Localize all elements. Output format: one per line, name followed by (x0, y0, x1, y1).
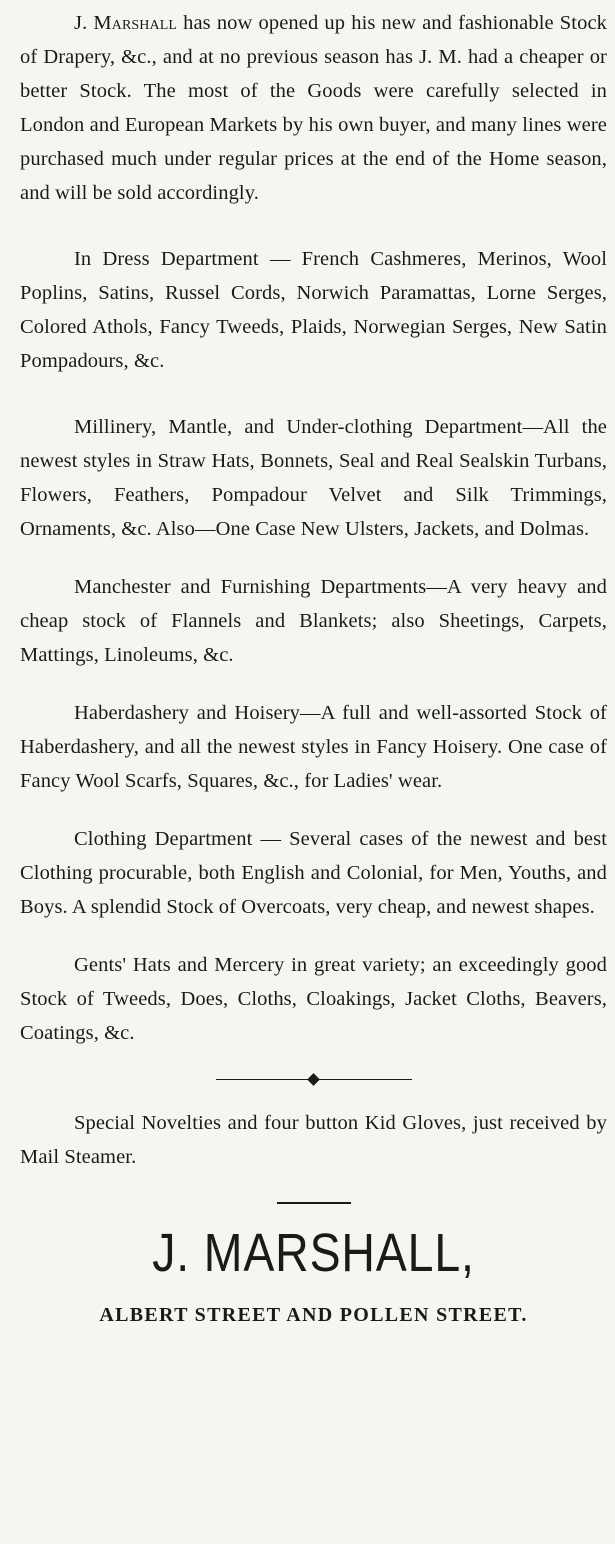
diamond-icon (307, 1073, 320, 1086)
novelties-paragraph: Special Novelties and four button Kid Gloves, just received by Mail Steamer. (20, 1112, 607, 1168)
mercery-department-paragraph: Gents' Hats and Mercery in great variety; an exceedingly good Stock of Tweeds, Does, Cloths, Cloakings, Jacket Cloths, Beavers, Coatings, &c. (20, 954, 607, 1044)
intro-name-initial: J. M (74, 12, 112, 34)
haberdashery-department-paragraph: Haberdashery and Hoisery—A full and well-assorted Stock of Haberdashery, and all the newest styles in Fancy Hoisery. One case of Fancy Wool Scarfs, Squares, &c., for Ladies' wear. (20, 702, 607, 792)
clothing-department-paragraph: Clothing Department — Several cases of the newest and best Clothing procurable, both English and Colonial, for Men, Youths, and Boys. A splendid Stock of Overcoats, very cheap, and newest shapes. (20, 828, 607, 918)
intro-text: has now opened up his new and fashionable Stock of Drapery, &c., and at no previous season has J. M. had a cheaper or better Stock. The most of the Goods were carefully selected in London and European Markets by his own buyer, and many lines were purchased much under regular prices at the end of the Home season, and will be sold accordingly. (20, 12, 607, 204)
merchant-name-heading: J. MARSHALL, (152, 1223, 475, 1283)
short-rule-divider (277, 1202, 351, 1204)
intro-merchant-name (74, 12, 177, 34)
merchant-address: ALBERT STREET AND POLLEN STREET. (99, 1304, 528, 1326)
diamond-rule-divider (216, 1072, 412, 1088)
millinery-department-paragraph: Millinery, Mantle, and Under-clothing Department—All the newest styles in Straw Hats, Bonnets, Seal and Real Sealskin Turbans, Flowers, Feathers, Pompadour Velvet and Silk Trimmings, Ornaments, &c. Also—One Case New Ulsters, Jackets, and Dolmas. (20, 416, 607, 540)
manchester-department-paragraph: Manchester and Furnishing Departments—A very heavy and cheap stock of Flannels and Blankets; also Sheetings, Carpets, Mattings, Linoleums, &c. (20, 576, 607, 666)
intro-paragraph (20, 6, 607, 210)
dress-department-paragraph: In Dress Department — French Cashmeres, Merinos, Wool Poplins, Satins, Russel Cords, Norwich Paramattas, Lorne Serges, Colored Athols, Fancy Tweeds, Plaids, Norwegian Serges, New Satin Pompadours, &c. (20, 248, 607, 372)
intro-name-rest: arshall (111, 12, 177, 34)
